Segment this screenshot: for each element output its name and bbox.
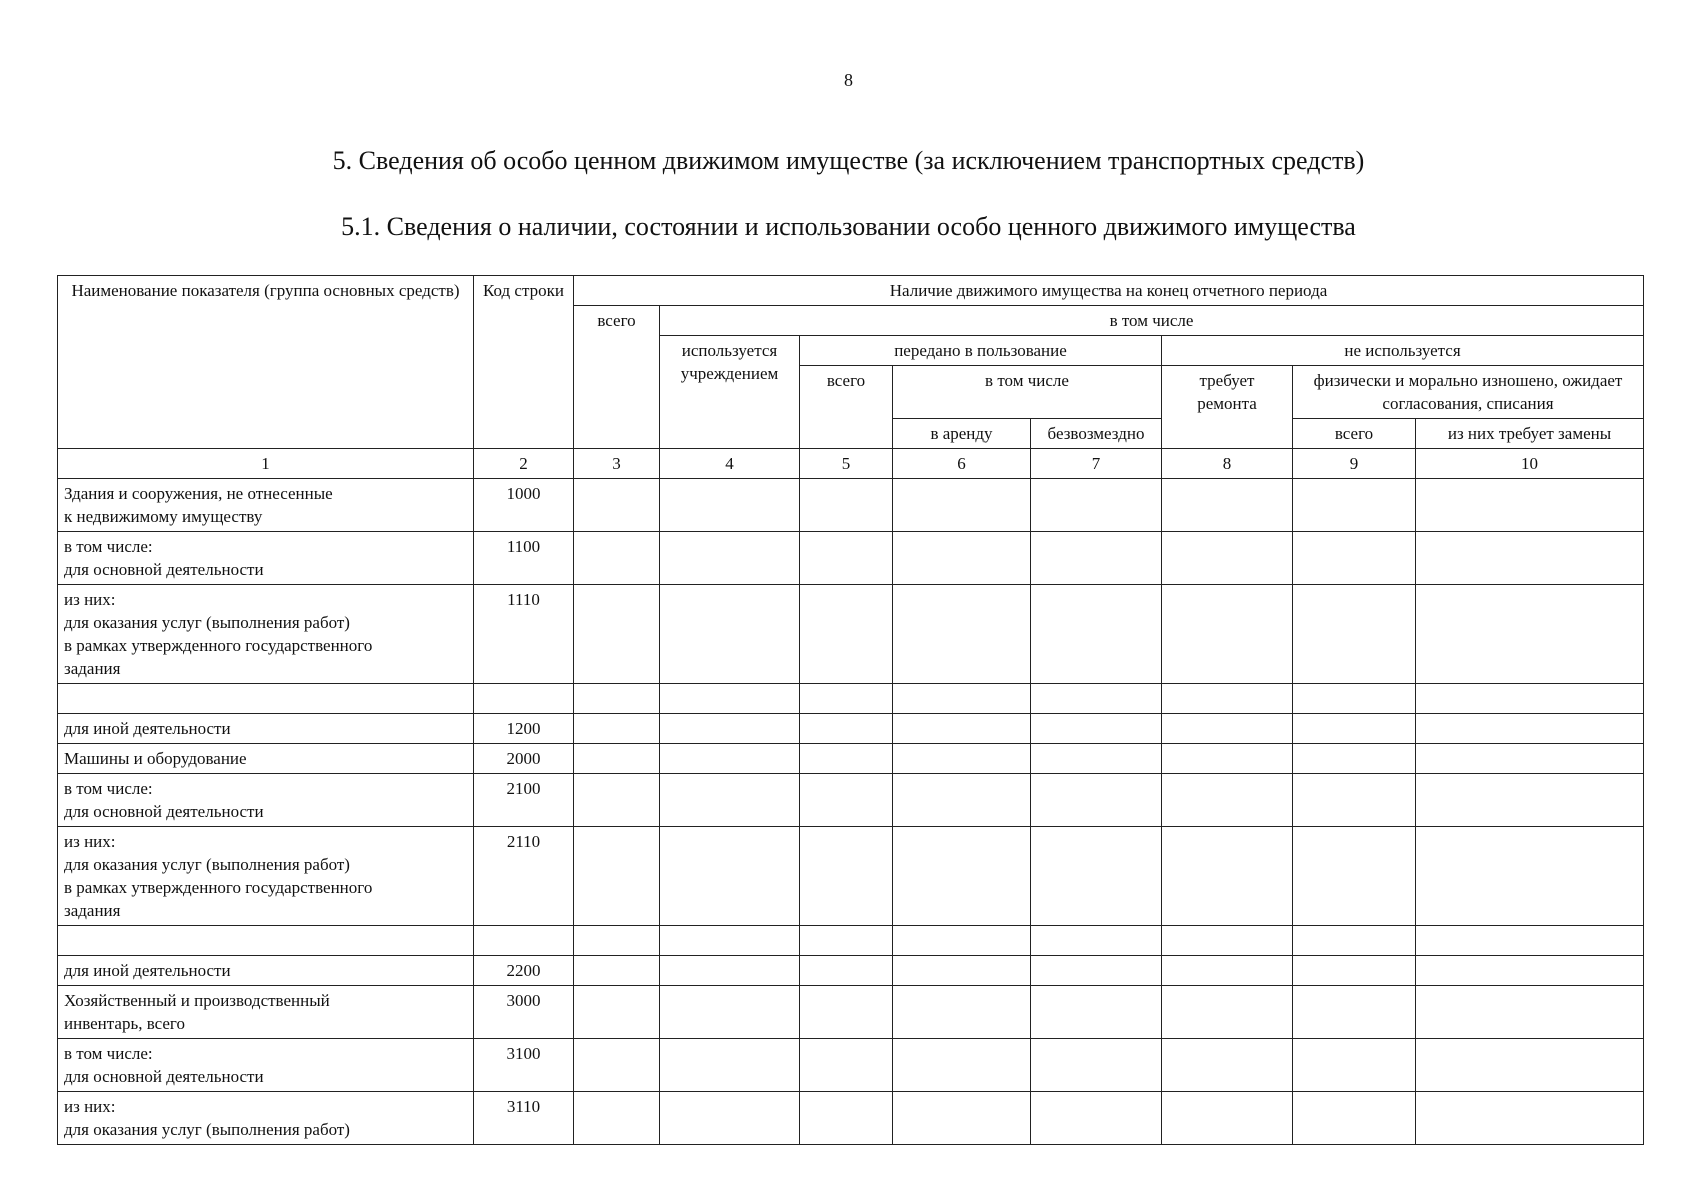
value-cell[interactable] xyxy=(800,714,893,744)
value-cell[interactable] xyxy=(1293,532,1416,585)
row-name: из них: для оказания услуг (выполнения работ) xyxy=(58,1092,474,1145)
value-cell[interactable] xyxy=(574,1092,660,1145)
column-numbers-row xyxy=(58,449,1644,479)
value-cell[interactable] xyxy=(1293,714,1416,744)
value-cell[interactable] xyxy=(660,926,800,956)
row-name: из них: для оказания услуг (выполнения работ) в рамках утвержденного государственного задания xyxy=(58,585,474,684)
value-cell[interactable] xyxy=(1416,714,1644,744)
value-cell[interactable] xyxy=(893,684,1031,714)
value-cell[interactable] xyxy=(1162,1039,1293,1092)
value-cell[interactable] xyxy=(574,827,660,926)
value-cell[interactable] xyxy=(800,827,893,926)
value-cell[interactable] xyxy=(893,1039,1031,1092)
row-name: в том числе: для основной деятельности xyxy=(58,774,474,827)
value-cell[interactable] xyxy=(1293,986,1416,1039)
value-cell[interactable] xyxy=(1416,1092,1644,1145)
value-cell[interactable] xyxy=(574,532,660,585)
value-cell[interactable] xyxy=(893,479,1031,532)
value-cell[interactable] xyxy=(1416,827,1644,926)
header-needs-replacement: из них требует замены xyxy=(1416,419,1644,449)
value-cell[interactable] xyxy=(574,714,660,744)
value-cell[interactable] xyxy=(1416,532,1644,585)
row-name xyxy=(58,926,474,956)
header-needs-repair: требует ремонта xyxy=(1162,366,1293,449)
value-cell[interactable] xyxy=(1162,1092,1293,1145)
header-worn-out: физически и морально изношено, ожидает согласования, списания xyxy=(1293,366,1644,419)
row-code: 2000 xyxy=(474,744,574,774)
value-cell[interactable] xyxy=(660,956,800,986)
section-title: 5. Сведения об особо ценном движимом имуществе (за исключением транспортных средств) xyxy=(332,146,1365,175)
column-number: 4 xyxy=(660,449,800,479)
column-number: 2 xyxy=(474,449,574,479)
header-worn-total: всего xyxy=(1293,419,1416,449)
row-code: 2200 xyxy=(474,956,574,986)
value-cell[interactable] xyxy=(1416,744,1644,774)
row-code: 1200 xyxy=(474,714,574,744)
table-row xyxy=(58,774,1644,827)
value-cell[interactable] xyxy=(800,744,893,774)
row-name: для иной деятельности xyxy=(58,956,474,986)
header-total: всего xyxy=(574,306,660,449)
value-cell[interactable] xyxy=(1416,774,1644,827)
value-cell[interactable] xyxy=(1162,532,1293,585)
row-name: Машины и оборудование xyxy=(58,744,474,774)
value-cell[interactable] xyxy=(1416,986,1644,1039)
value-cell[interactable] xyxy=(574,774,660,827)
column-number: 3 xyxy=(574,449,660,479)
value-cell[interactable] xyxy=(1031,827,1162,926)
page-number: 8 xyxy=(844,70,853,90)
value-cell[interactable] xyxy=(893,926,1031,956)
value-cell[interactable] xyxy=(893,986,1031,1039)
value-cell[interactable] xyxy=(574,585,660,684)
column-number: 5 xyxy=(800,449,893,479)
value-cell[interactable] xyxy=(893,827,1031,926)
row-code xyxy=(474,684,574,714)
value-cell[interactable] xyxy=(660,684,800,714)
value-cell[interactable] xyxy=(1293,744,1416,774)
value-cell[interactable] xyxy=(660,744,800,774)
value-cell[interactable] xyxy=(1293,684,1416,714)
table-row xyxy=(58,956,1644,986)
value-cell[interactable] xyxy=(800,1092,893,1145)
row-name: в том числе: для основной деятельности xyxy=(58,532,474,585)
table-row xyxy=(58,714,1644,744)
header-transferred: передано в пользование xyxy=(800,336,1162,366)
value-cell[interactable] xyxy=(1293,774,1416,827)
value-cell[interactable] xyxy=(660,774,800,827)
table-row xyxy=(58,744,1644,774)
value-cell[interactable] xyxy=(800,585,893,684)
value-cell[interactable] xyxy=(1293,479,1416,532)
value-cell[interactable] xyxy=(1031,774,1162,827)
header-name: Наименование показателя (группа основных средств) xyxy=(58,276,474,449)
value-cell[interactable] xyxy=(893,585,1031,684)
row-code: 2110 xyxy=(474,827,574,926)
value-cell[interactable] xyxy=(1031,585,1162,684)
value-cell[interactable] xyxy=(800,684,893,714)
subsection-title: 5.1. Сведения о наличии, состоянии и использовании особо ценного движимого имущества xyxy=(341,212,1356,241)
column-number: 1 xyxy=(58,449,474,479)
value-cell[interactable] xyxy=(893,532,1031,585)
row-code: 1100 xyxy=(474,532,574,585)
value-cell[interactable] xyxy=(660,479,800,532)
value-cell[interactable] xyxy=(800,926,893,956)
table-row xyxy=(58,926,1644,956)
value-cell[interactable] xyxy=(893,774,1031,827)
value-cell[interactable] xyxy=(660,532,800,585)
value-cell[interactable] xyxy=(1162,774,1293,827)
table-row xyxy=(58,532,1644,585)
property-table xyxy=(57,275,1644,1145)
value-cell[interactable] xyxy=(660,585,800,684)
value-cell[interactable] xyxy=(1293,956,1416,986)
value-cell[interactable] xyxy=(800,1039,893,1092)
column-number: 7 xyxy=(1031,449,1162,479)
value-cell[interactable] xyxy=(1293,585,1416,684)
value-cell[interactable] xyxy=(574,1039,660,1092)
value-cell[interactable] xyxy=(574,956,660,986)
header-availability: Наличие движимого имущества на конец отчетного периода xyxy=(574,276,1644,306)
header-transferred-including: в том числе xyxy=(893,366,1162,419)
value-cell[interactable] xyxy=(800,956,893,986)
value-cell[interactable] xyxy=(1031,479,1162,532)
value-cell[interactable] xyxy=(800,479,893,532)
row-name: в том числе: для основной деятельности xyxy=(58,1039,474,1092)
header-including: в том числе xyxy=(660,306,1644,336)
table-row xyxy=(58,684,1644,714)
table-body xyxy=(58,479,1644,1145)
row-name: Хозяйственный и производственный инвентарь, всего xyxy=(58,986,474,1039)
header-not-used: не используется xyxy=(1162,336,1644,366)
value-cell[interactable] xyxy=(1031,1039,1162,1092)
value-cell[interactable] xyxy=(1162,684,1293,714)
column-number: 9 xyxy=(1293,449,1416,479)
value-cell[interactable] xyxy=(1031,926,1162,956)
value-cell[interactable] xyxy=(660,1039,800,1092)
header-used-by-institution: используется учреждением xyxy=(660,336,800,449)
column-number: 6 xyxy=(893,449,1031,479)
table-row xyxy=(58,585,1644,684)
row-name: из них: для оказания услуг (выполнения работ) в рамках утвержденного государственного задания xyxy=(58,827,474,926)
value-cell[interactable] xyxy=(1162,827,1293,926)
table-row xyxy=(58,1039,1644,1092)
value-cell[interactable] xyxy=(1162,956,1293,986)
row-code: 1000 xyxy=(474,479,574,532)
value-cell[interactable] xyxy=(1162,714,1293,744)
row-name: Здания и сооружения, не отнесенные к недвижимому имуществу xyxy=(58,479,474,532)
row-code: 2100 xyxy=(474,774,574,827)
value-cell[interactable] xyxy=(893,956,1031,986)
value-cell[interactable] xyxy=(1293,1092,1416,1145)
value-cell[interactable] xyxy=(1416,585,1644,684)
value-cell[interactable] xyxy=(1031,684,1162,714)
column-number: 10 xyxy=(1416,449,1644,479)
value-cell[interactable] xyxy=(574,744,660,774)
value-cell[interactable] xyxy=(660,1092,800,1145)
row-code: 3110 xyxy=(474,1092,574,1145)
table-row xyxy=(58,986,1644,1039)
header-code: Код строки xyxy=(474,276,574,449)
value-cell[interactable] xyxy=(1293,827,1416,926)
value-cell[interactable] xyxy=(893,744,1031,774)
table-row xyxy=(58,479,1644,532)
column-number: 8 xyxy=(1162,449,1293,479)
value-cell[interactable] xyxy=(1416,926,1644,956)
row-code: 3100 xyxy=(474,1039,574,1092)
value-cell[interactable] xyxy=(574,926,660,956)
value-cell[interactable] xyxy=(800,986,893,1039)
value-cell[interactable] xyxy=(1416,956,1644,986)
value-cell[interactable] xyxy=(1162,479,1293,532)
value-cell[interactable] xyxy=(1416,479,1644,532)
value-cell[interactable] xyxy=(1162,986,1293,1039)
value-cell[interactable] xyxy=(660,827,800,926)
value-cell[interactable] xyxy=(1416,684,1644,714)
value-cell[interactable] xyxy=(1162,585,1293,684)
row-code xyxy=(474,926,574,956)
table-row xyxy=(58,827,1644,926)
value-cell[interactable] xyxy=(893,714,1031,744)
value-cell[interactable] xyxy=(1293,1039,1416,1092)
value-cell[interactable] xyxy=(1416,1039,1644,1092)
value-cell[interactable] xyxy=(1031,714,1162,744)
table-row xyxy=(58,1092,1644,1145)
value-cell[interactable] xyxy=(1031,1092,1162,1145)
header-transferred-total: всего xyxy=(800,366,893,449)
value-cell[interactable] xyxy=(1162,744,1293,774)
value-cell[interactable] xyxy=(660,714,800,744)
value-cell[interactable] xyxy=(574,986,660,1039)
value-cell[interactable] xyxy=(1031,986,1162,1039)
value-cell[interactable] xyxy=(1162,926,1293,956)
value-cell[interactable] xyxy=(1031,956,1162,986)
value-cell[interactable] xyxy=(1031,744,1162,774)
row-code: 3000 xyxy=(474,986,574,1039)
header-free: безвозмездно xyxy=(1031,419,1162,449)
value-cell[interactable] xyxy=(1031,532,1162,585)
value-cell[interactable] xyxy=(574,479,660,532)
value-cell[interactable] xyxy=(1293,926,1416,956)
value-cell[interactable] xyxy=(660,986,800,1039)
value-cell[interactable] xyxy=(800,774,893,827)
value-cell[interactable] xyxy=(893,1092,1031,1145)
value-cell[interactable] xyxy=(574,684,660,714)
row-code: 1110 xyxy=(474,585,574,684)
value-cell[interactable] xyxy=(800,532,893,585)
row-name: для иной деятельности xyxy=(58,714,474,744)
header-rent: в аренду xyxy=(893,419,1031,449)
row-name xyxy=(58,684,474,714)
